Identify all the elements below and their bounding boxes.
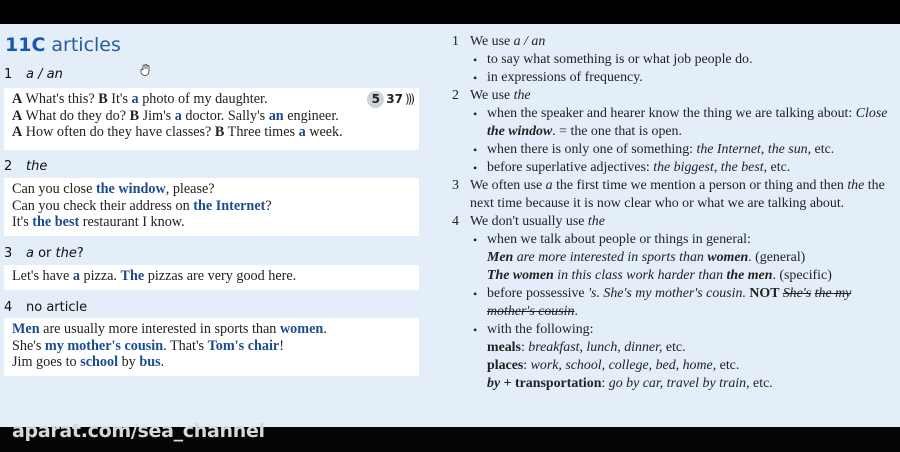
example-specific: The women in this class work harder than the men. (specific) xyxy=(487,268,832,283)
hand-cursor-icon xyxy=(140,64,151,76)
example-box-a-an xyxy=(4,88,419,150)
track-number: 37 xyxy=(386,92,403,107)
note-2-bullets xyxy=(470,105,892,177)
bullet-item: • with the following: meals: breakfast, lunch, dinner, etc. places: work, school, college, bed, home, etc. by + transportation: go by car, travel by train, etc. xyxy=(470,321,892,393)
note-1-bullets xyxy=(470,51,892,87)
section-heading-a-an: 1 a / an xyxy=(4,67,63,82)
page-title xyxy=(5,34,121,56)
example-line: Jim goes to school by bus. xyxy=(12,354,165,371)
example-line: A How often do they have classes? B Three times a week. xyxy=(12,124,343,141)
transport-line: by + transportation: go by car, travel by train, etc. xyxy=(487,376,773,391)
example-box-no-article xyxy=(4,318,419,376)
grammar-notes xyxy=(452,33,892,393)
places-line: places: work, school, college, bed, home, etc. xyxy=(487,358,740,373)
note-1: 1 We use a / an xyxy=(452,34,546,49)
section-heading-a-or-the: 3 a or the? xyxy=(4,246,84,261)
bullet-item: • before superlative adjectives: the biggest, the best, etc. xyxy=(470,159,892,177)
cd-disc-icon: 5 xyxy=(367,91,384,108)
bullet-item: • when we talk about people or things in general: Men are more interested in sports than women. (general) The women in this class work harder than the men. (specific) xyxy=(470,231,892,285)
example-line: Let's have a pizza. The pizzas are very good here. xyxy=(12,268,297,284)
example-box-the xyxy=(4,178,419,236)
bullet-item: • in expressions of frequency. xyxy=(470,69,892,87)
note-2: 2 We use the xyxy=(452,88,531,103)
example-line: Can you check their address on the Internet? xyxy=(12,197,272,214)
example-line: Can you close the window, please? xyxy=(12,181,215,197)
meals-line: meals: breakfast, lunch, dinner, etc. xyxy=(487,340,686,355)
note-4-bullets xyxy=(470,231,892,393)
example-line: A What's this? B It's a photo of my daughter. xyxy=(12,91,268,107)
example-box-a-or-the xyxy=(4,265,419,290)
audio-waves-icon: ))) xyxy=(404,92,413,107)
section-heading-the: 2 the xyxy=(4,159,48,174)
bullet-item: • when there is only one of something: the Internet, the sun, etc. xyxy=(470,141,892,159)
top-black-bar xyxy=(0,0,900,24)
audio-track-button[interactable] xyxy=(367,91,413,108)
example-line: A What do they do? B Jim's a doctor. Sally's an engineer. xyxy=(12,107,339,124)
bullet-item: • to say what something is or what job people do. xyxy=(470,51,892,69)
watermark-text: aparat.com/sea_channel xyxy=(12,420,265,442)
note-4: 4 We don't usually use the xyxy=(452,214,605,229)
section-heading-no-article: 4 no article xyxy=(4,300,88,315)
unit-topic: articles xyxy=(51,34,121,56)
bullet-item: • when the speaker and hearer know the thing we are talking about: Close the window. = the one that is open. xyxy=(470,105,892,141)
unit-code: 11C xyxy=(5,34,46,56)
note-3: 3 We often use a the first time we mention a person or thing and then the the next time because it is now clear who or what we are talking about. xyxy=(452,178,885,211)
example-line: She's my mother's cousin. That's Tom's chair! xyxy=(12,337,284,354)
example-line: It's the best restaurant I know. xyxy=(12,214,185,231)
example-general: Men are more interested in sports than women. (general) xyxy=(487,250,806,265)
example-line: Men are usually more interested in sports than women. xyxy=(12,321,327,337)
bullet-item: • before possessive 's. She's my mother's cousin. NOT She's the my mother's cousin. xyxy=(470,285,892,321)
